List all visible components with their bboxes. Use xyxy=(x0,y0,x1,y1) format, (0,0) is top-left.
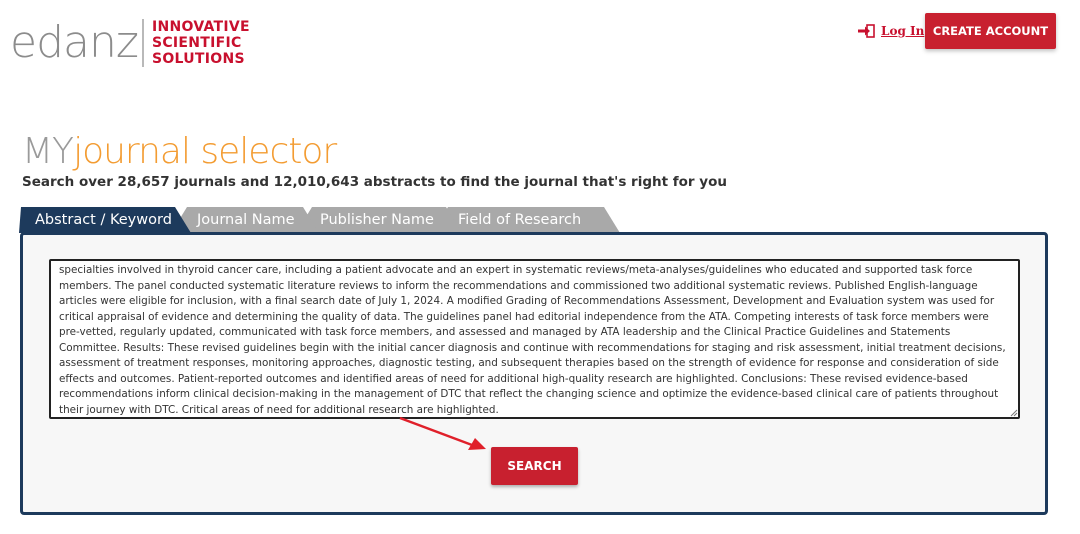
login-arrow-icon xyxy=(858,24,875,38)
tab-abstract-keyword[interactable] xyxy=(19,207,191,233)
login-link[interactable] xyxy=(858,24,924,38)
resize-grip-icon[interactable] xyxy=(1010,409,1018,417)
page-title-main: journal selector xyxy=(73,131,337,172)
logo-tagline-line: SCIENTIFIC xyxy=(151,35,242,51)
create-account-button[interactable]: CREATE ACCOUNT xyxy=(925,13,1056,49)
page-subtitle: Search over 28,657 journals and 12,010,643 abstracts to find the journal that's right for you xyxy=(22,174,727,190)
tab-publisher-name[interactable] xyxy=(296,207,464,233)
tab-journal-name[interactable] xyxy=(171,207,321,233)
search-button[interactable]: SEARCH xyxy=(491,447,578,485)
tab-label: Field of Research xyxy=(458,212,582,228)
logo-tagline-line: INNOVATIVE xyxy=(151,19,250,35)
logo-divider xyxy=(142,19,144,67)
page-title-prefix: MY xyxy=(22,131,74,172)
tab-label: Abstract / Keyword xyxy=(35,212,172,228)
abstract-textarea[interactable]: specialties involved in thyroid cancer care, including a patient advocate and an expert in systematic reviews/meta-analyses/guidelines who educated and supported task force members. The panel conducted systematic literature reviews to inform the recommendations and commissioned two additional systematic reviews. Published English-language articles were eligible for inclusion, with a final search date of July 1, 2024. A modified Grading of Recommendations Assessment, Development and Evaluation system was used for critical appraisal of evidence and determining the quality of data. The guidelines panel had editorial independence from the ATA. Competing interests of task force members were pre-vetted, regularly updated, communicated with task force members, and assessed and managed by ATA leadership and the Clinical Practice Guidelines and Statements Committee. Results: These revised guidelines begin with the initial cancer diagnosis and continue with recommendations for staging and risk assessment, initial treatment decisions, assessment of treatment responses, monitoring approaches, diagnostic testing, and subsequent therapies based on the strength of evidence for response and consideration of side effects and outcomes. Patient-reported outcomes and identified areas of need for additional high-quality research are highlighted. Conclusions: These revised evidence-based recommendations inform clinical decision-making in the management of DTC that reflect the changing science and optimize the evidence-based clinical care of patients throughout their journey with DTC. Critical areas of need for additional research are highlighted. xyxy=(49,259,1020,419)
tab-label: Publisher Name xyxy=(320,212,434,228)
page-title xyxy=(22,130,336,174)
logo-tagline xyxy=(152,19,250,67)
tab-label: Journal Name xyxy=(197,212,295,228)
login-label: Log In xyxy=(881,24,925,38)
red-arrow-icon xyxy=(398,416,488,452)
edanz-logo[interactable] xyxy=(10,18,250,68)
logo-tagline-line: SOLUTIONS xyxy=(151,51,245,67)
logo-word: edanz xyxy=(10,17,138,68)
